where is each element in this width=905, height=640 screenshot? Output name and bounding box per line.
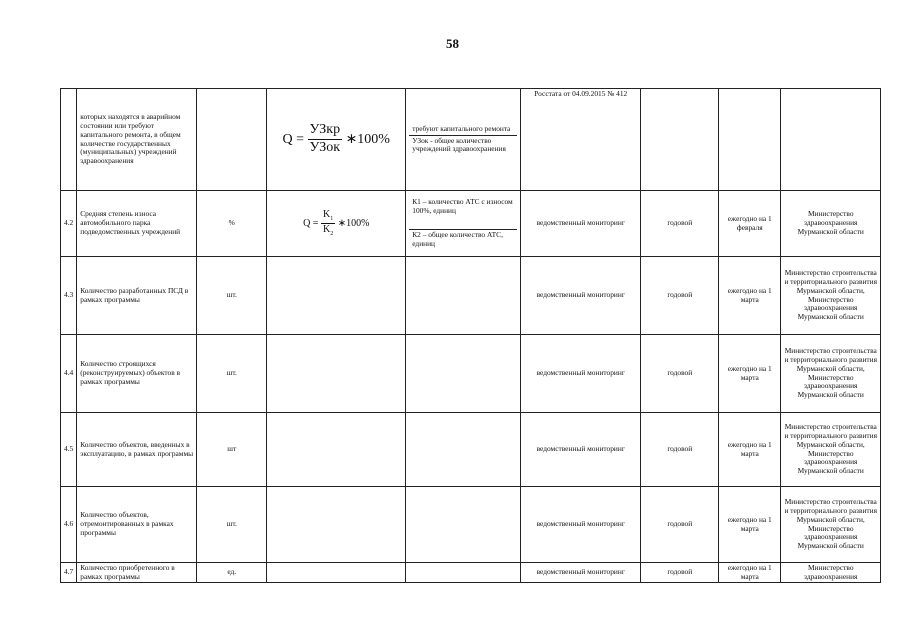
periodicity: годовой xyxy=(641,191,719,257)
data-source: ведомственный мониторинг xyxy=(521,413,641,487)
data-source: ведомственный мониторинг xyxy=(521,335,641,413)
formula-rhs: ∗100% xyxy=(345,131,390,147)
table-row xyxy=(61,335,881,413)
table-row xyxy=(61,487,881,563)
table-row xyxy=(61,89,881,191)
table-row xyxy=(61,413,881,487)
variables xyxy=(406,335,521,413)
unit: шт. xyxy=(197,335,267,413)
indicator-name: Количество разработанных ПСД в рамках программы xyxy=(77,257,197,335)
responsible: Министерство здравоохранения xyxy=(781,563,881,583)
responsible: Министерство строительства и территориального развития Мурманской области, Министерство здравоохранения Мурманской области xyxy=(781,487,881,563)
page-number: 58 xyxy=(446,36,459,51)
row-number: 4.2 xyxy=(61,191,77,257)
variables xyxy=(406,257,521,335)
formula-numerator: УЗкр xyxy=(308,122,343,140)
responsible xyxy=(781,89,881,191)
unit: ед. xyxy=(197,563,267,583)
row-number: 4.3 xyxy=(61,257,77,335)
variables xyxy=(406,89,521,191)
data-source: ведомственный мониторинг xyxy=(521,257,641,335)
formula-rhs: ∗100% xyxy=(337,217,370,229)
row-number: 4.4 xyxy=(61,335,77,413)
periodicity: годовой xyxy=(641,563,719,583)
indicator-name: которых находятся в аварийном состоянии или требуют капитального ремонта, в общем количестве государственных (муниципальных) учреждений здравоохранения xyxy=(77,89,197,191)
variables xyxy=(406,563,521,583)
unit: шт. xyxy=(197,487,267,563)
formula xyxy=(267,413,406,487)
formula xyxy=(267,191,406,257)
deadline: ежегодно на 1 марта xyxy=(719,413,781,487)
formula xyxy=(267,487,406,563)
periodicity: годовой xyxy=(641,487,719,563)
table-row xyxy=(61,257,881,335)
deadline: ежегодно на 1 марта xyxy=(719,335,781,413)
row-number: 4.6 xyxy=(61,487,77,563)
formula xyxy=(267,563,406,583)
variable-desc: требуют капитального ремонта xyxy=(412,123,511,133)
indicator-name: Количество объектов, отремонтированных в рамках программы xyxy=(77,487,197,563)
data-source: ведомственный мониторинг xyxy=(521,191,641,257)
variable-desc: УЗок - общее количество учреждений здравоохранения xyxy=(409,135,517,155)
periodicity: годовой xyxy=(641,335,719,413)
variables xyxy=(406,191,521,257)
variable-desc: К1 – количество АТС с износом 100%, единиц xyxy=(412,197,513,215)
variables xyxy=(406,413,521,487)
formula xyxy=(267,335,406,413)
unit xyxy=(197,89,267,191)
deadline: ежегодно на 1 марта xyxy=(719,487,781,563)
deadline xyxy=(719,89,781,191)
formula-lhs: Q = xyxy=(282,131,305,147)
formula-numerator: K xyxy=(322,208,331,220)
deadline: ежегодно на 1 марта xyxy=(719,257,781,335)
indicator-name: Количество объектов, введенных в эксплуатацию, в рамках программы xyxy=(77,413,197,487)
unit: шт. xyxy=(197,257,267,335)
variable-desc: К2 – общее количество АТС, единиц xyxy=(409,229,517,249)
responsible: Министерство строительства и территориального развития Мурманской области, Министерство здравоохранения Мурманской области xyxy=(781,413,881,487)
data-source: ведомственный мониторинг xyxy=(521,487,641,563)
indicator-name: Количество строящихся (реконструируемых) объектов в рамках программы xyxy=(77,335,197,413)
indicator-name: Средняя степень износа автомобильного парка подведомственных учреждений xyxy=(77,191,197,257)
responsible: Министерство здравоохранения Мурманской области xyxy=(781,191,881,257)
formula-denominator: K xyxy=(322,224,331,235)
formula-denominator-sub: 2 xyxy=(330,231,334,237)
data-source: ведомственный мониторинг xyxy=(521,563,641,583)
row-number: 4.5 xyxy=(61,413,77,487)
table-row xyxy=(61,191,881,257)
unit: % xyxy=(197,191,267,257)
row-number: 4.7 xyxy=(61,563,77,583)
table-row xyxy=(61,563,881,583)
formula-denominator: УЗок xyxy=(309,140,341,155)
indicators-table xyxy=(60,88,881,583)
unit: шт xyxy=(197,413,267,487)
data-source: Росстата от 04.09.2015 № 412 xyxy=(521,89,641,191)
formula xyxy=(267,257,406,335)
formula-numerator-sub: 1 xyxy=(330,215,334,222)
variables xyxy=(406,487,521,563)
formula-lhs: Q = xyxy=(303,217,319,229)
formula xyxy=(267,89,406,191)
periodicity xyxy=(641,89,719,191)
indicator-name: Количество приобретенного в рамках программы xyxy=(77,563,197,583)
periodicity: годовой xyxy=(641,413,719,487)
responsible: Министерство строительства и территориального развития Мурманской области, Министерство здравоохранения Мурманской области xyxy=(781,335,881,413)
row-number xyxy=(61,89,77,191)
periodicity: годовой xyxy=(641,257,719,335)
deadline: ежегодно на 1 марта xyxy=(719,563,781,583)
responsible: Министерство строительства и территориального развития Мурманской области, Министерство здравоохранения Мурманской области xyxy=(781,257,881,335)
deadline: ежегодно на 1 февраля xyxy=(719,191,781,257)
